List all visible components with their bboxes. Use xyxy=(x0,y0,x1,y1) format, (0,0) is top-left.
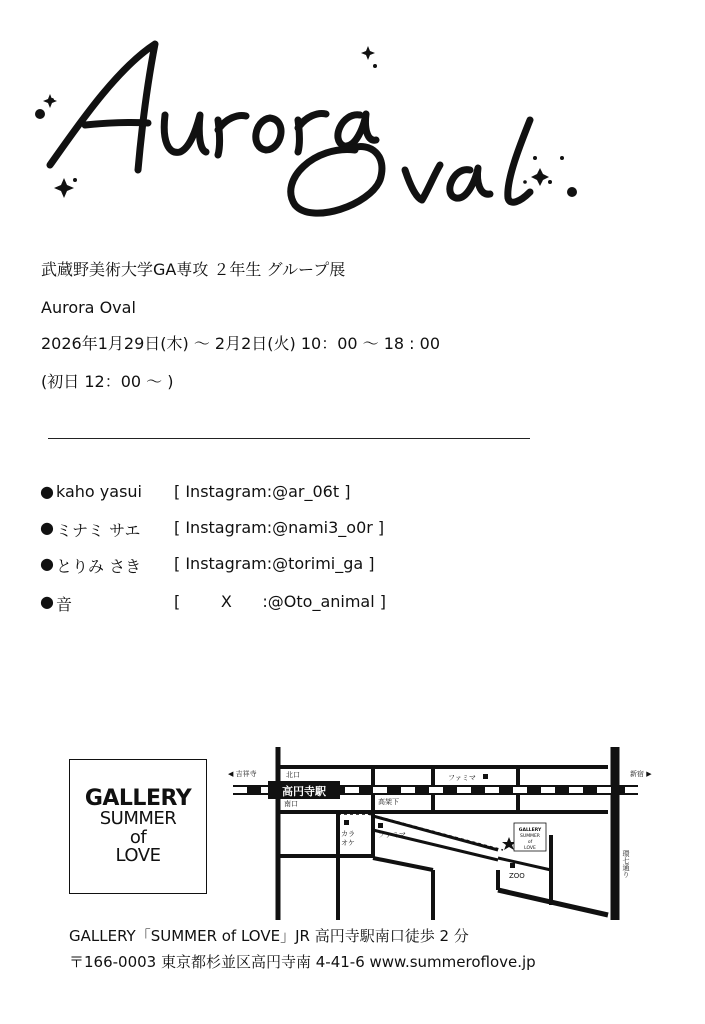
bullet-icon: ● xyxy=(40,482,54,501)
familymart-south-label: ファミマ xyxy=(378,831,406,839)
north-exit-label: 北口 xyxy=(286,771,300,779)
artist-name: とりみ さき xyxy=(56,557,142,576)
gallery-logo-line: SUMMER xyxy=(99,807,177,829)
artist-name: ミナミ サエ xyxy=(56,521,141,540)
zoo-label: ZOO xyxy=(509,872,525,880)
mini-gallery-label: GALLERY xyxy=(518,828,542,833)
kan7-label: 環七通り xyxy=(622,850,630,878)
karaoke-label: カラ xyxy=(341,830,355,838)
bullet-icon: ● xyxy=(40,518,54,537)
exhibition-name: Aurora Oval xyxy=(41,298,136,317)
station-label: 高円寺駅 xyxy=(282,785,326,798)
gallery-logo-line: of xyxy=(129,826,147,848)
gallery-logo-line: LOVE xyxy=(115,845,161,867)
south-exit-label: 南口 xyxy=(284,800,298,808)
familymart-north-label: ファミマ xyxy=(448,774,476,782)
mini-gallery-label: LOVE xyxy=(524,846,536,851)
gallery-access: GALLERY「SUMMER of LOVE」JR 高円寺駅南口徒歩 2 分 xyxy=(69,927,469,945)
bullet-icon: ● xyxy=(40,592,54,611)
aurora-oval-logo xyxy=(30,30,590,220)
divider-line xyxy=(48,438,530,439)
access-map xyxy=(228,740,652,920)
mini-gallery-label: of xyxy=(527,840,533,845)
artist-handle: [ X :@Oto_animal ] xyxy=(174,592,387,611)
shinjuku-label: 新宿 ▶ xyxy=(630,770,652,778)
bullet-icon: ● xyxy=(40,554,54,573)
first-day-hours: (初日 12：00 〜 ) xyxy=(41,372,174,391)
gallery-logo-line: GALLERY xyxy=(84,785,192,811)
artist-name: 音 xyxy=(56,595,73,614)
kichijoji-label: ◀ 吉祥寺 xyxy=(228,770,257,778)
exhibition-title: 武蔵野美術大学GA専攻 ２年生 グループ展 xyxy=(41,260,346,279)
gallery-logo xyxy=(69,759,207,894)
artist-handle: [ Instagram:@ar_06t ] xyxy=(174,482,351,501)
exhibition-dates: 2026年1月29日(木) 〜 2月2日(火) 10：00 〜 18 : 00 xyxy=(41,334,441,353)
koukashita-label: 高架下 xyxy=(378,798,399,806)
gallery-address: 〒166-0003 東京都杉並区高円寺南 4-41-6 www.summeroflove.jp xyxy=(69,953,536,971)
artist-handle: [ Instagram:@torimi_ga ] xyxy=(174,554,375,573)
artist-handle: [ Instagram:@nami3_o0r ] xyxy=(174,518,385,537)
karaoke-label: オケ xyxy=(341,839,355,847)
mini-gallery-label: SUMMER xyxy=(520,834,540,839)
artist-name: kaho yasui xyxy=(56,482,142,501)
